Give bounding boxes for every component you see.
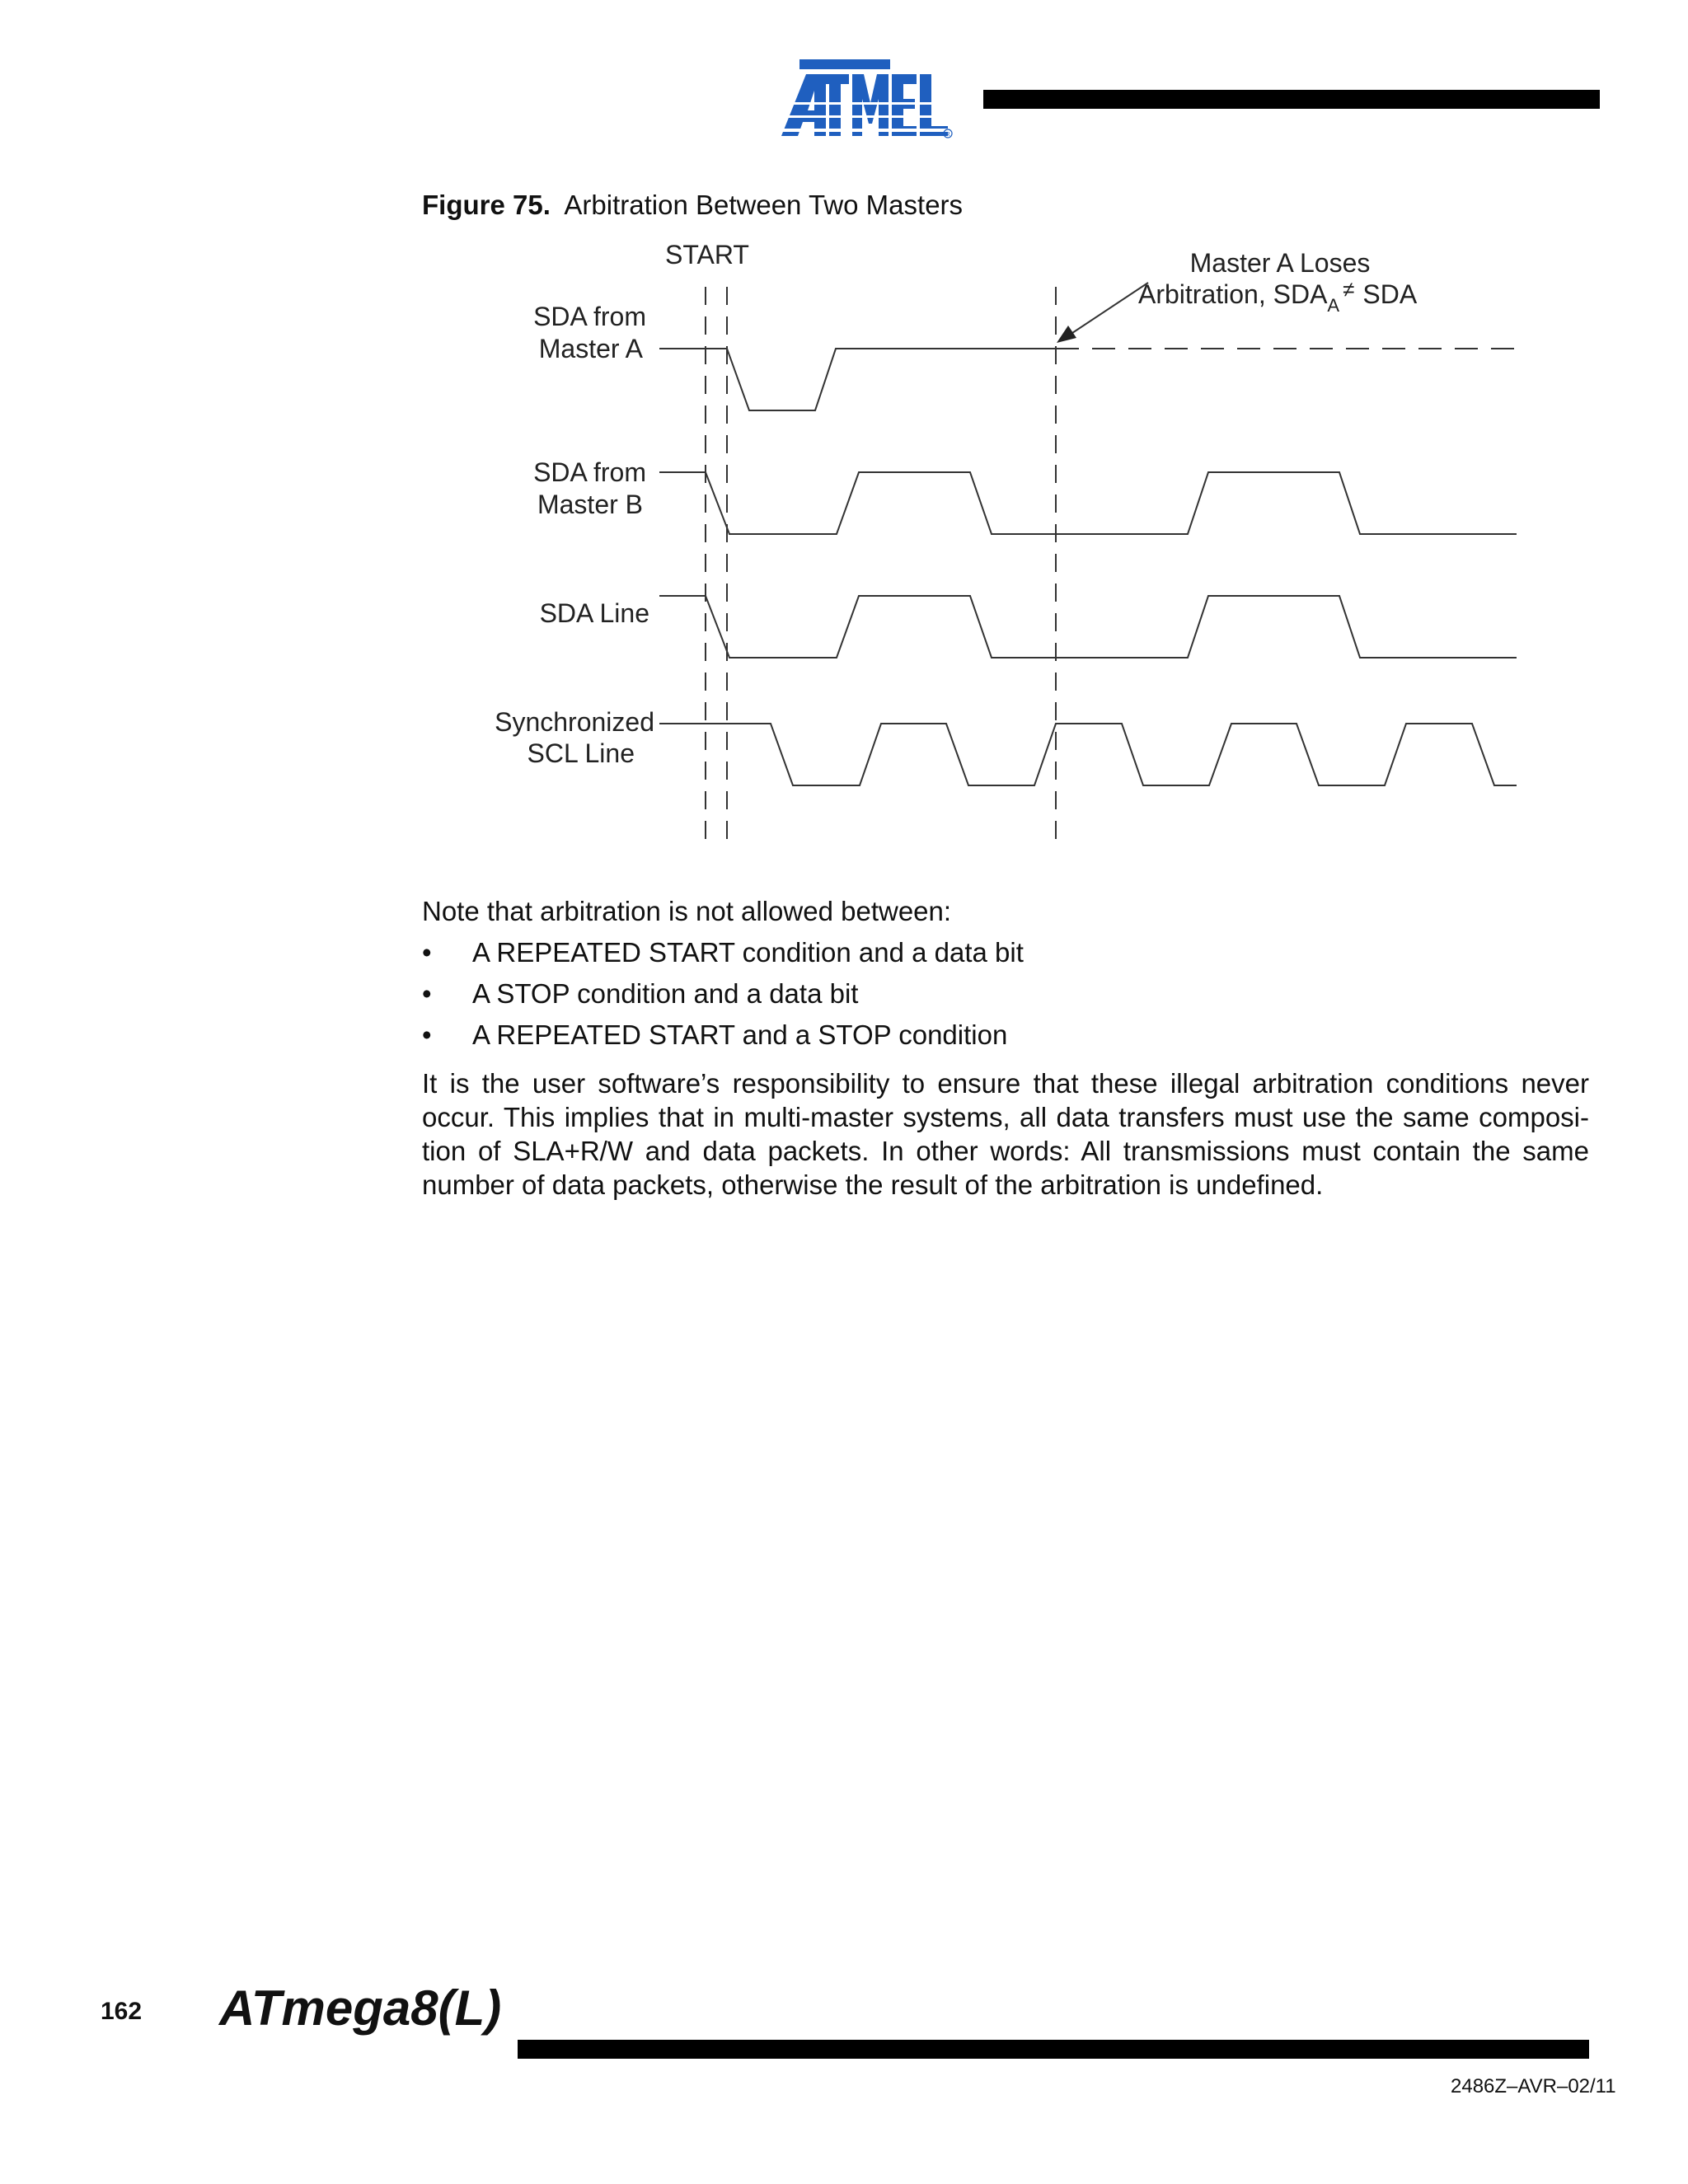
waveform-sda-line	[659, 596, 1517, 658]
responsibility-paragraph: It is the user software’s responsibility to ensure that these illegal arbitration conditions never occur. This implies that in multi-master systems, all data transfers must use the same composi- tion of SLA+R/W and data packets. In other words: All transmissions must contain the same number of data packets, otherwise the result of the arbitration is undefined.	[422, 1068, 1589, 1200]
sda-master-b-label-line2: Master B	[537, 490, 643, 519]
bullet-symbol: •	[422, 978, 432, 1009]
sda-master-a-label-line1: SDA from	[533, 302, 646, 331]
bullet-list	[422, 935, 1024, 1059]
page-number: 162	[101, 1998, 143, 2025]
annotation-line1: Master A Loses	[1189, 248, 1371, 278]
sda-line-label: SDA Line	[539, 598, 649, 628]
scl-line-label-line2: SCL Line	[527, 738, 635, 768]
annotation-prefix: Arbitration, SDA	[1138, 279, 1328, 309]
bullet-symbol: •	[422, 937, 432, 968]
bullet-text: A REPEATED START condition and a data bit	[472, 937, 1024, 968]
waveform-sda-master-b	[659, 472, 1517, 534]
annotation-suffix: SDA	[1362, 279, 1418, 309]
annotation-line2	[1138, 277, 1418, 316]
annotation-arrow-head	[1057, 326, 1076, 343]
bullet-item	[422, 1018, 1024, 1059]
waveform-scl-line	[659, 724, 1517, 785]
annotation-neq: ≠	[1343, 277, 1355, 302]
bullet-symbol: •	[422, 1019, 432, 1050]
scl-line-label-line1: Synchronized	[495, 707, 654, 737]
waveform-sda-master-a	[659, 349, 1056, 410]
arbitration-note: Note that arbitration is not allowed between:	[422, 896, 952, 926]
arbitration-timing-diagram	[0, 0, 1688, 874]
annotation-arrow-line	[1070, 283, 1148, 335]
svg-text:R: R	[945, 132, 950, 138]
document-code: 2486Z–AVR–02/11	[1451, 2075, 1616, 2097]
document-title: ATmega8(L)	[219, 1980, 502, 2036]
annotation-subscript: A	[1327, 295, 1340, 316]
bullet-text: A REPEATED START and a STOP condition	[472, 1019, 1008, 1050]
bullet-item	[422, 935, 1024, 977]
bullet-text: A STOP condition and a data bit	[472, 978, 859, 1009]
bullet-item	[422, 977, 1024, 1018]
figure-label: Figure 75.	[422, 190, 551, 220]
start-label: START	[665, 240, 749, 269]
sda-master-a-label-line2: Master A	[538, 334, 643, 363]
footer-rule	[518, 2040, 1589, 2059]
sda-master-b-label-line1: SDA from	[533, 457, 646, 487]
figure-title: Arbitration Between Two Masters	[564, 190, 964, 220]
